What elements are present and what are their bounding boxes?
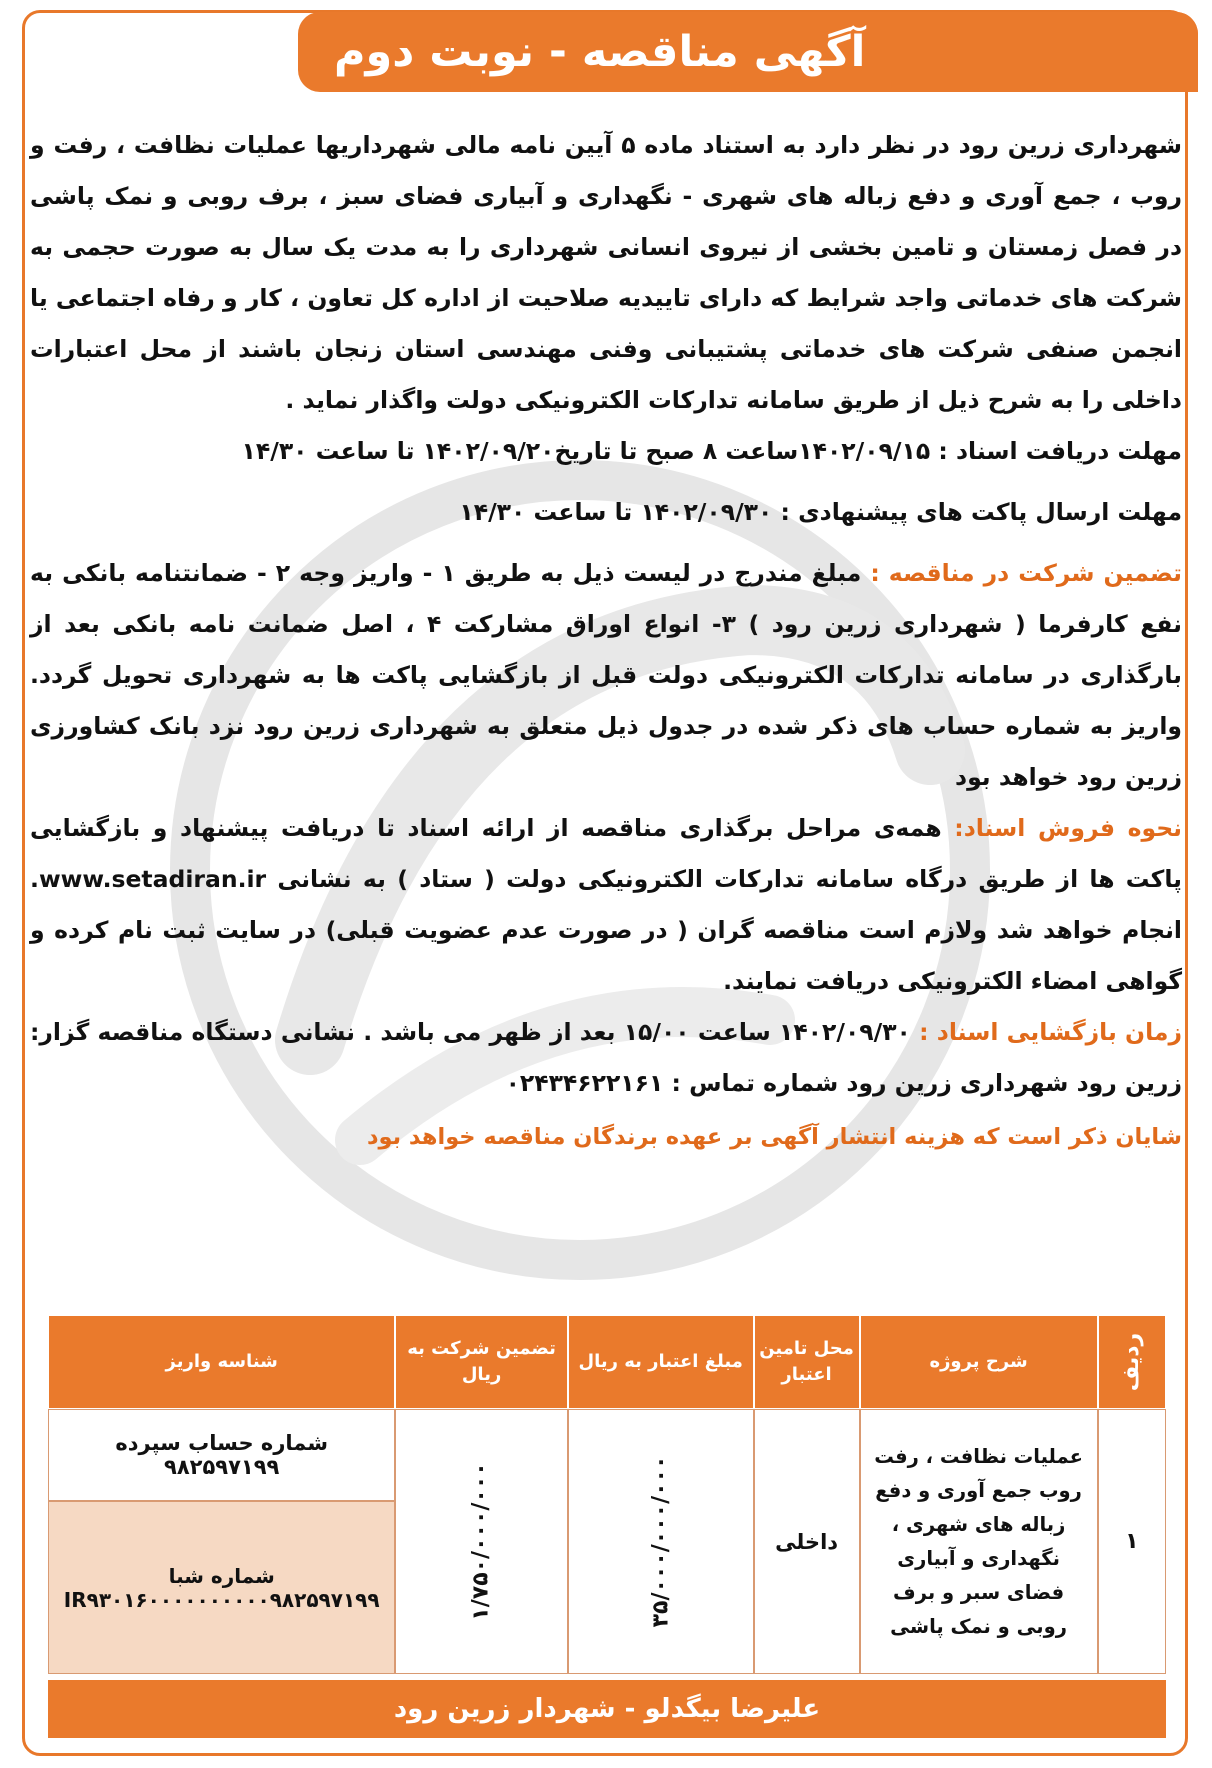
- table-row: [48, 1409, 1166, 1501]
- bid-deadline: مهلت ارسال پاکت های پیشنهادی : ۱۴۰۲/۰۹/۳۰ تا ساعت ۱۴/۳۰: [459, 498, 1182, 526]
- header-funding: محل تامین اعتبار: [754, 1315, 860, 1409]
- cell-description: عملیات نظافت ، رفت روب جمع آوری و دفع زباله های شهری ، نگهداری و آبیاری فضای سبر و برف روبی و نمک پاشی: [860, 1409, 1098, 1674]
- sale-paragraph: [30, 803, 1182, 1007]
- guarantee-label: تضمین شرکت در مناقصه :: [870, 559, 1182, 587]
- intro-paragraph: شهرداری زرین رود در نظر دارد به استناد ماده ۵ آیین نامه مالی شهرداریها عملیات نظافت ، رفت و روب ، جمع آوری و دفع زباله های شهری - نگهداری و آبیاری فضای سبز ، برف روبی و نمک پاشی در فصل زمستان و تامین بخشی از نیروی انسانی شهرداری را به مدت یک سال به صورت حجمی به شرکت های خدماتی واجد شرایط که دارای تاییدیه صلاحیت از اداره کل تعاون ، کار و رفاه اجتماعی یا انجمن صنفی شرکت های خدماتی پشتیبانی وفنی مهندسی استان زنجان باشند از محل اعتبارات داخلی را به شرح ذیل از طریق سامانه تدارکات الکترونیکی دولت واگذار نماید .: [30, 131, 1182, 414]
- header-guarantee: تضمین شرکت به ریال: [395, 1315, 567, 1409]
- document-deadline: مهلت دریافت اسناد : ۱۴۰۲/۰۹/۱۵ساعت ۸ صبح تا تاریخ۱۴۰۲/۰۹/۲۰ تا ساعت ۱۴/۳۰: [241, 437, 1182, 465]
- cell-guarantee: ۱/۷۵۰/۰۰۰/۰۰۰: [395, 1409, 567, 1674]
- opening-paragraph: [30, 1007, 1182, 1109]
- cell-row-number: ۱: [1098, 1409, 1166, 1674]
- guarantee-text: مبلغ مندرج در لیست ذیل به طریق ۱ - واریز وجه ۲ - ضمانتنامه بانکی به نفع کارفرما ( شهرداری زرین رود ) ۳- انواع اوراق مشارکت ۴ ، اصل ضمانت نامه بانکی بعد از بارگذاری در سامانه تدارکات الکترونیکی دولت قبل از بازگشایی پاکت ها به شهرداری تحویل گردد. واریز به شماره حساب های ذکر شده در جدول ذیل متعلق به شهرداری زرین رود نزد بانک کشاورزی زرین رود خواهد بود: [30, 559, 1182, 791]
- tender-table: [48, 1315, 1166, 1674]
- page-title-bar: [298, 12, 1198, 92]
- mayor-signature: علیرضا بیگدلو - شهردار زرین رود: [393, 1694, 821, 1724]
- sale-text: همه‌ی مراحل برگذاری مناقصه از ارائه اسناد تا دریافت پیشنهاد و بازگشایی پاکت ها از طریق درگاه سامانه تدارکات الکترونیکی دولت ( ستاد ) به نشانی www.setadiran.ir. انجام خواهد شد ولازم است مناقصه گران ( در صورت عدم عضویت قبلی) در سایت ثبت نام کرده و گواهی امضاء الکترونیکی دریافت نمایند.: [30, 814, 1182, 995]
- cell-account-number: شماره حساب سپرده ۹۸۲۵۹۷۱۹۹: [48, 1409, 395, 1501]
- table-header-row: [48, 1315, 1166, 1409]
- publication-cost-notice: شایان ذکر است که هزینه انتشار آگهی بر عهده برندگان مناقصه خواهد بود: [366, 1124, 1182, 1150]
- header-payment-id: شناسه واریز: [48, 1315, 395, 1409]
- sale-label: نحوه فروش اسناد:: [954, 814, 1183, 842]
- notice-body: [30, 120, 1182, 1157]
- cell-funding: داخلی: [754, 1409, 860, 1674]
- opening-text: ۱۴۰۲/۰۹/۳۰ ساعت ۱۵/۰۰ بعد از ظهر می باشد . نشانی دستگاه مناقصه گزار: زرین رود شهرداری زرین رود شماره تماس : ۰۲۴۳۴۶۲۲۱۶۱: [30, 1018, 1182, 1097]
- opening-label: زمان بازگشایی اسناد :: [919, 1018, 1182, 1046]
- header-description: شرح پروژه: [860, 1315, 1098, 1409]
- cell-sheba-number: شماره شبا IR۹۳۰۱۶۰۰۰۰۰۰۰۰۰۰۹۸۲۵۹۷۱۹۹: [48, 1501, 395, 1674]
- header-row-number: ردیف: [1098, 1315, 1166, 1409]
- cell-credit: ۳۵/۰۰۰/۰۰۰/۰۰۰: [568, 1409, 754, 1674]
- signature-bar: [48, 1680, 1166, 1738]
- header-credit: مبلغ اعتبار به ریال: [568, 1315, 754, 1409]
- guarantee-paragraph: [30, 548, 1182, 803]
- page-title: آگهی مناقصه - نوبت دوم: [334, 27, 866, 77]
